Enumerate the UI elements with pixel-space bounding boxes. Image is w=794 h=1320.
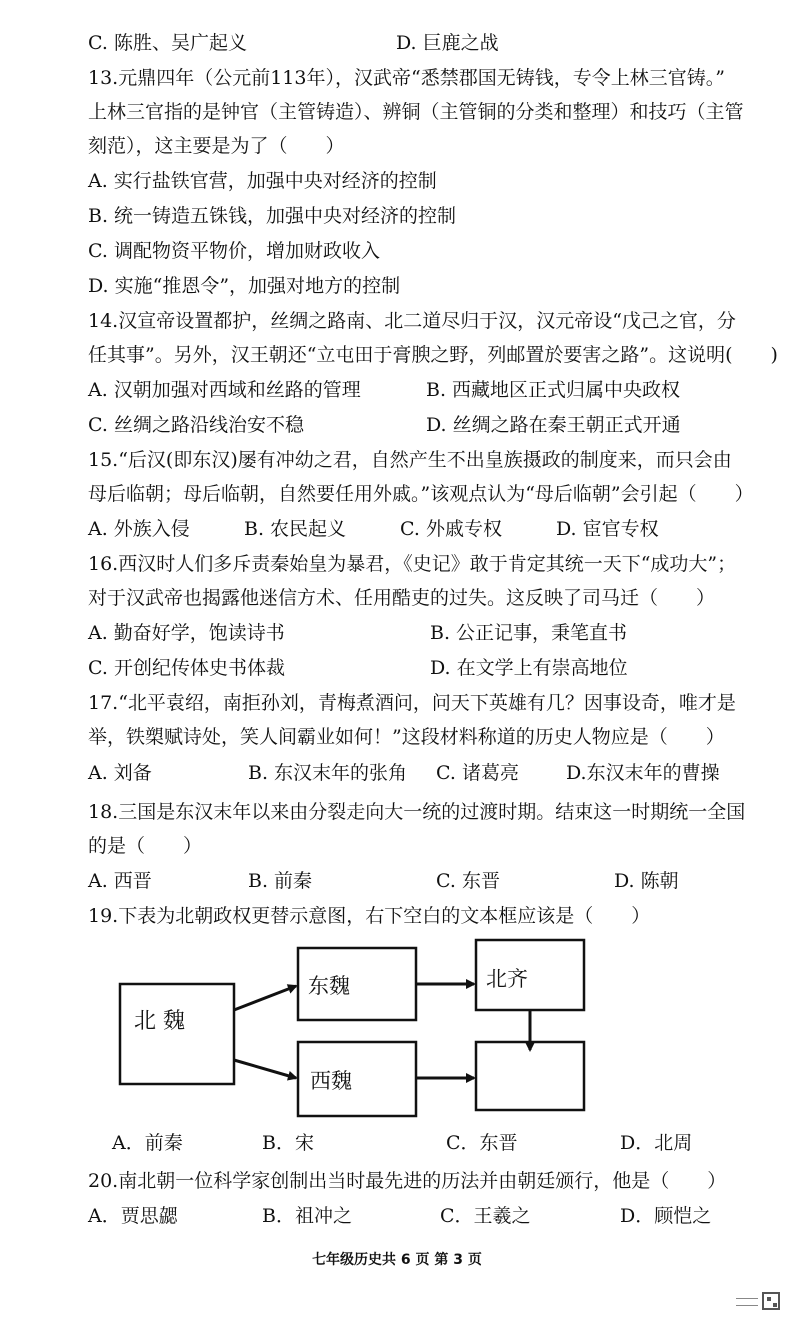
- box-beiwei: [120, 984, 234, 1084]
- qr-code-icon: [762, 1292, 780, 1310]
- q13-option-c: C. 调配物资平物价，增加财政收入: [88, 240, 380, 262]
- q14-option-b: B. 西藏地区正式归属中央政权: [426, 379, 681, 401]
- q15-option-b: B. 农民起义: [244, 518, 347, 540]
- label-beiwei: 北 魏: [134, 1009, 185, 1034]
- q16-option-a: A. 勤奋好学，饱读诗书: [88, 622, 285, 644]
- q13-option-d: D. 实施“推恩令”，加强对地方的控制: [88, 275, 401, 297]
- q18-stem-line2: 的是（ ）: [88, 835, 203, 857]
- box-blank: [476, 1042, 584, 1110]
- q17-stem-line1: 17.“北平袁绍，南拒孙刘，青梅煮酒问，问天下英雄有几？因事设奇，唯才是: [88, 692, 736, 714]
- q18-option-b: B. 前秦: [248, 870, 313, 892]
- q19-option-d: D．北周: [620, 1132, 693, 1154]
- page-footer: 七年级历史共 6 页 第 3 页: [312, 1252, 482, 1268]
- q13-option-a: A. 实行盐铁官营，加强中央对经济的控制: [88, 170, 437, 192]
- q13-stem-line3: 刻范），这主要是为了（ ）: [88, 135, 345, 157]
- q14-option-a: A. 汉朝加强对西域和丝路的管理: [88, 379, 361, 401]
- q12-option-c: C. 陈胜、吴广起义: [88, 32, 247, 54]
- q13-stem-line1: 13.元鼎四年（公元前113年），汉武帝“悉禁郡国无铸钱，专令上林三官铸。”: [88, 67, 725, 89]
- q15-stem-line2: 母后临朝；母后临朝，自然要任用外戚。”该观点认为“母后临朝”会引起（ ）: [88, 483, 754, 505]
- q20-option-d: D．顾恺之: [620, 1205, 712, 1227]
- label-xiwei: 西魏: [310, 1069, 352, 1093]
- q18-stem-line1: 18.三国是东汉末年以来由分裂走向大一统的过渡时期。结束这一时期统一全国: [88, 801, 746, 823]
- q16-stem-line1: 16.西汉时人们多斥责秦始皇为暴君，《史记》敢于肯定其统一天下“成功大”；: [88, 553, 737, 575]
- q17-option-c: C. 诸葛亮: [436, 762, 519, 784]
- label-beiqi: 北齐: [486, 967, 528, 991]
- q14-option-c: C. 丝绸之路沿线治安不稳: [88, 414, 304, 436]
- q14-stem-line2: 任其事”。另外，汉王朝还“立屯田于膏腴之野，列邮置於要害之路”。这说明( ): [88, 344, 778, 366]
- q20-stem-line1: 20.南北朝一位科学家创制出当时最先进的历法并由朝廷颁行，他是（ ）: [88, 1170, 727, 1192]
- q17-option-b: B. 东汉末年的张角: [248, 762, 408, 784]
- q13-stem-line2: 上林三官指的是钟官（主管铸造）、辨铜（主管铜的分类和整理）和技巧（主管: [88, 101, 744, 123]
- q16-option-d: D. 在文学上有崇高地位: [430, 657, 628, 679]
- q19-option-a: A．前秦: [112, 1132, 183, 1154]
- q17-stem-line2: 举，铁槊赋诗处，笑人间霸业如何！”这段材料称道的历史人物应是（ ）: [88, 726, 725, 748]
- q15-option-a: A. 外族入侵: [88, 518, 190, 540]
- arrow-beiwei-to-dongwei: [234, 986, 296, 1010]
- q16-option-c: C. 开创纪传体史书体裁: [88, 657, 285, 679]
- q14-stem-line1: 14.汉宣帝设置都护，丝绸之路南、北二道尽归于汉，汉元帝设“戊己之官，分: [88, 310, 736, 332]
- northern-dynasties-diagram: [110, 938, 600, 1128]
- q20-option-a: A．贾思勰: [88, 1205, 178, 1227]
- q18-option-d: D. 陈朝: [614, 870, 679, 892]
- q16-option-b: B. 公正记事，秉笔直书: [430, 622, 628, 644]
- q17-option-d: D.东汉末年的曹操: [566, 762, 720, 784]
- q15-stem-line1: 15.“后汉(即东汉)屡有冲幼之君，自然产生不出皇族摄政的制度来，而只会由: [88, 449, 732, 471]
- q12-option-d: D. 巨鹿之战: [396, 32, 499, 54]
- q15-option-d: D. 宦官专权: [556, 518, 659, 540]
- q16-stem-line2: 对于汉武帝也揭露他迷信方术、任用酷吏的过失。这反映了司马迁（ ）: [88, 587, 716, 609]
- label-dongwei: 东魏: [308, 974, 350, 998]
- q15-option-c: C. 外戚专权: [400, 518, 502, 540]
- arrow-beiwei-to-xiwei: [234, 1060, 296, 1078]
- q20-option-b: B．祖冲之: [262, 1205, 352, 1227]
- q19-option-b: B．宋: [262, 1132, 314, 1154]
- q17-option-a: A. 刘备: [88, 762, 152, 784]
- q13-option-b: B. 统一铸造五铢钱，加强中央对经济的控制: [88, 205, 457, 227]
- watermark-mark: [736, 1298, 758, 1306]
- q19-option-c: C．东晋: [446, 1132, 518, 1154]
- q14-option-d: D. 丝绸之路在秦王朝正式开通: [426, 414, 681, 436]
- q19-stem-line1: 19.下表为北朝政权更替示意图，右下空白的文本框应该是（ ）: [88, 905, 651, 927]
- q20-option-c: C．王羲之: [440, 1205, 531, 1227]
- q18-option-c: C. 东晋: [436, 870, 500, 892]
- q18-option-a: A. 西晋: [88, 870, 152, 892]
